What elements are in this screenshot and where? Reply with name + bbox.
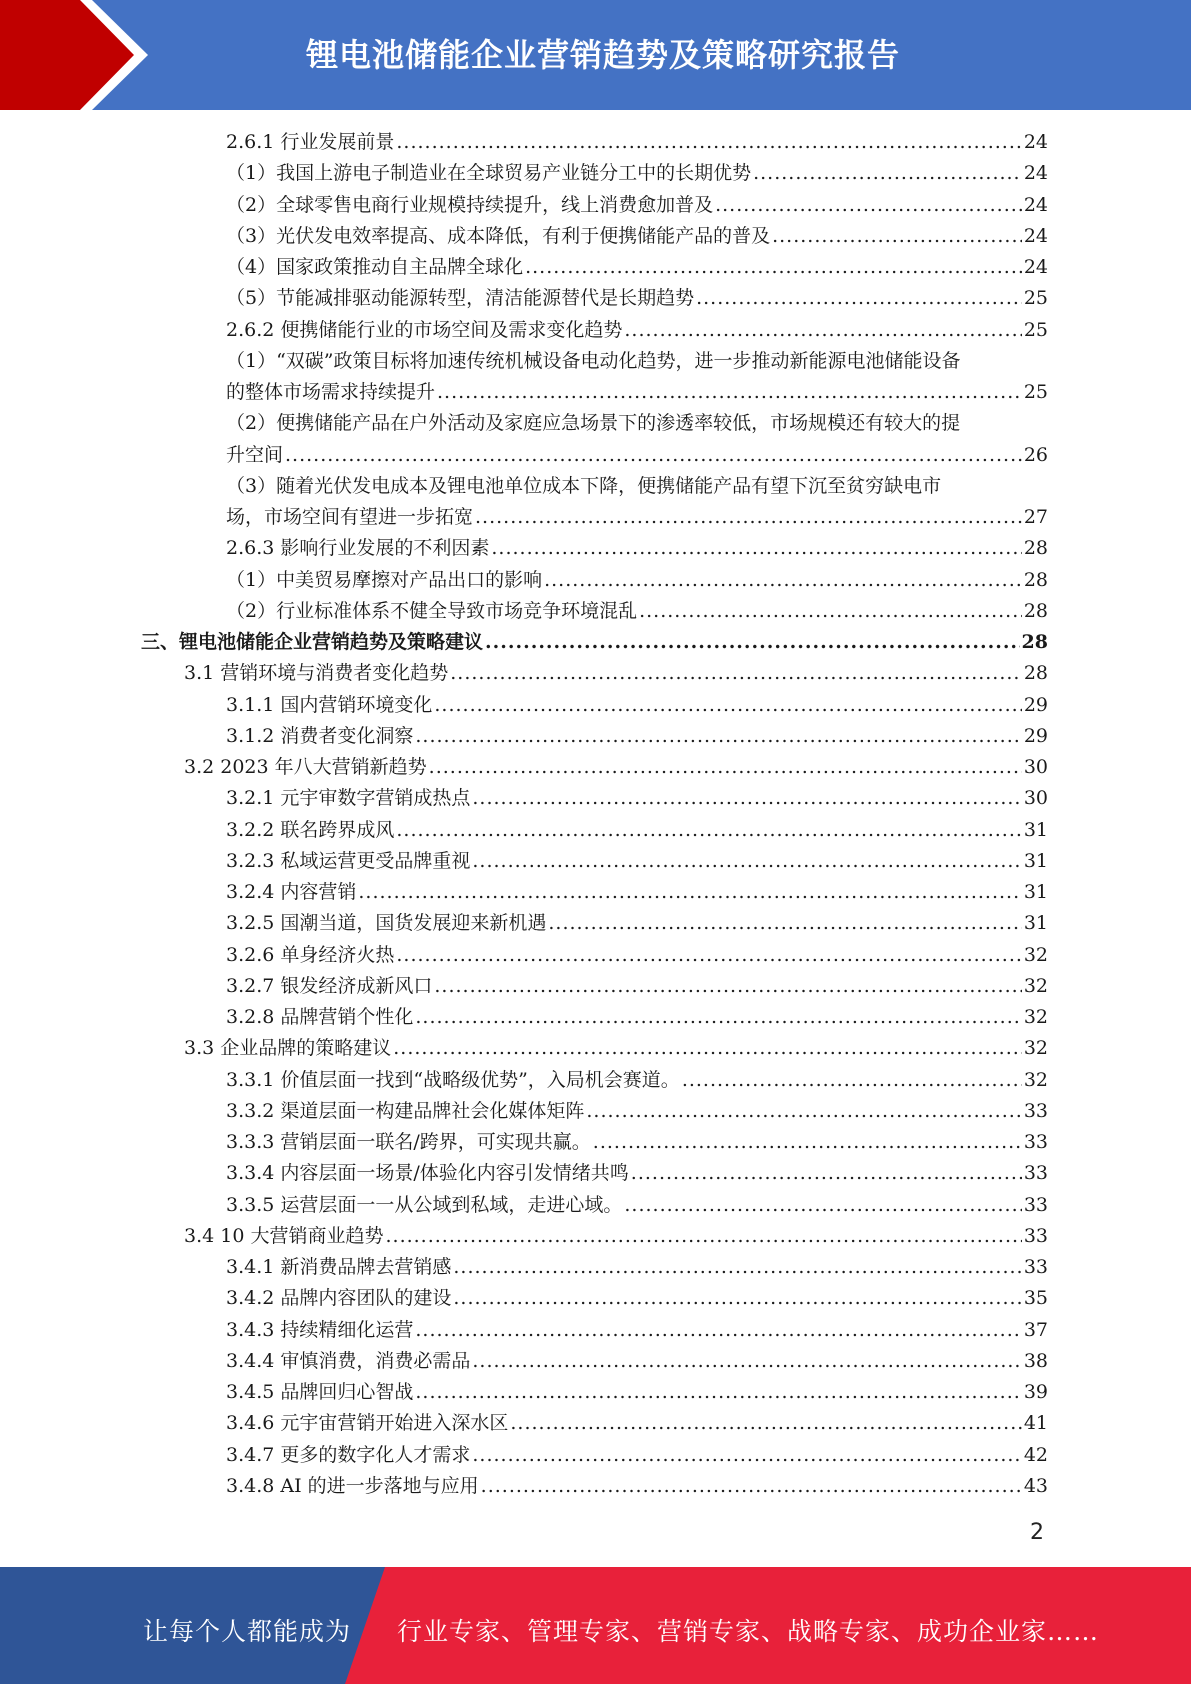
toc-dot-leader	[593, 1127, 1022, 1158]
toc-entry-page: 31	[1023, 881, 1048, 903]
toc-entry-title: （2）全球零售电商行业规模持续提升，线上消费愈加普及	[226, 193, 714, 216]
toc-entry[interactable]	[0, 408, 1191, 439]
toc-dot-leader	[682, 1065, 1022, 1096]
toc-entry-title: 3.2.2 联名跨界成风	[226, 818, 395, 841]
toc-entry-page: 42	[1023, 1443, 1048, 1466]
toc-dot-leader	[472, 1346, 1021, 1377]
toc-entry-title: （4）国家政策推动自主品牌全球化	[226, 256, 524, 278]
toc-entry[interactable]	[0, 815, 1191, 846]
toc-dot-leader	[624, 1190, 1021, 1221]
toc-dot-leader	[481, 1471, 1022, 1502]
toc-entry-title-continuation: 的整体市场需求持续提升	[226, 381, 436, 403]
toc-entry[interactable]	[0, 940, 1191, 971]
toc-entry-title: （2）便携储能产品在户外活动及家庭应急场景下的渗透率较低，市场规模还有较大的提	[226, 412, 961, 435]
toc-entry[interactable]	[0, 1127, 1191, 1158]
toc-entry-page: 32	[1023, 1006, 1048, 1028]
toc-entry-page: 24	[1023, 193, 1048, 216]
toc-entry-page: 35	[1023, 1287, 1048, 1310]
toc-entry[interactable]	[0, 190, 1191, 221]
toc-entry-continuation[interactable]	[0, 440, 1191, 471]
toc-entry-title: 3.4.4 审慎消费，消费必需品	[226, 1349, 471, 1372]
toc-entry-page: 33	[1023, 1131, 1048, 1153]
toc-entry[interactable]	[0, 1377, 1191, 1408]
toc-entry-page: 29	[1023, 724, 1048, 747]
toc-entry-title: 3.4.5 品牌回归心智战	[226, 1381, 414, 1403]
toc-dot-leader	[475, 502, 1022, 533]
toc-entry-page: 26	[1023, 443, 1048, 466]
toc-entry[interactable]	[0, 1346, 1191, 1377]
toc-entry[interactable]	[0, 1408, 1191, 1439]
toc-entry-title: 3.3.1 价值层面一找到“战略级优势”，入局机会赛道。	[226, 1068, 680, 1091]
toc-entry-page: 31	[1023, 912, 1048, 935]
toc-dot-leader	[415, 1377, 1021, 1408]
toc-entry[interactable]	[0, 783, 1191, 814]
toc-entry-title: 3.4.1 新消费品牌去营销感	[226, 1256, 452, 1278]
toc-entry[interactable]	[0, 471, 1191, 502]
toc-entry-page: 32	[1023, 943, 1048, 966]
toc-entry-title: 2.6.3 影响行业发展的不利因素	[226, 537, 490, 560]
toc-entry[interactable]	[0, 127, 1191, 158]
toc-entry[interactable]	[0, 1221, 1191, 1252]
toc-entry[interactable]	[0, 1002, 1191, 1033]
toc-dot-leader	[415, 1002, 1021, 1033]
toc-entry-page: 28	[1023, 599, 1048, 622]
toc-entry-page: 32	[1023, 974, 1048, 997]
toc-entry-page: 37	[1023, 1318, 1048, 1341]
toc-dot-leader	[472, 1440, 1021, 1471]
toc-dot-leader	[453, 1283, 1021, 1314]
toc-entry-page: 28	[1023, 662, 1048, 685]
toc-entry-page: 24	[1023, 256, 1048, 278]
toc-entry-title: （1）我国上游电子制造业在全球贸易产业链分工中的长期优势	[226, 162, 752, 185]
toc-entry[interactable]	[0, 346, 1191, 377]
toc-entry-page: 30	[1023, 756, 1048, 778]
toc-entry-title: 3.2.7 银发经济成新风口	[226, 974, 433, 997]
toc-entry-title: 3.1.2 消费者变化洞察	[226, 724, 414, 747]
toc-entry-title: （2）行业标准体系不健全导致市场竞争环境混乱	[226, 599, 638, 622]
toc-entry-title: （1）“双碳”政策目标将加速传统机械设备电动化趋势，进一步推动新能源电池储能设备	[226, 349, 961, 372]
toc-dot-leader	[434, 690, 1021, 721]
toc-entry-title: 3.2.5 国潮当道，国货发展迎来新机遇	[226, 912, 547, 935]
toc-entry-page: 31	[1023, 818, 1048, 841]
toc-entry-page: 31	[1023, 849, 1048, 872]
toc-entry-page: 33	[1023, 1162, 1048, 1185]
toc-entry-title: 3.1 营销环境与消费者变化趋势	[184, 662, 449, 685]
toc-entry-title: 3.3.2 渠道层面一构建品牌社会化媒体矩阵	[226, 1099, 585, 1122]
toc-entry-page: 32	[1023, 1037, 1048, 1060]
toc-entry[interactable]	[0, 846, 1191, 877]
toc-entry-page: 32	[1023, 1068, 1048, 1091]
toc-dot-leader	[453, 1252, 1021, 1283]
toc-entry-page: 38	[1023, 1349, 1048, 1372]
toc-entry[interactable]	[0, 1471, 1191, 1502]
toc-dot-leader	[753, 158, 1022, 189]
toc-dot-leader	[772, 221, 1022, 252]
document-title: 锂电池储能企业营销趋势及策略研究报告	[305, 36, 900, 74]
toc-entry[interactable]	[0, 1065, 1191, 1096]
toc-dot-leader	[548, 908, 1021, 939]
toc-dot-leader	[437, 377, 1022, 408]
toc-entry[interactable]	[0, 565, 1191, 596]
toc-dot-leader	[510, 1408, 1021, 1439]
toc-entry-title: 3.2 2023 年八大营销新趋势	[184, 756, 427, 778]
toc-entry-title: 3.4.6 元宇宙营销开始进入深水区	[226, 1412, 509, 1435]
toc-dot-leader	[631, 1158, 1022, 1189]
toc-entry[interactable]	[0, 596, 1191, 627]
toc-dot-leader	[393, 1033, 1022, 1064]
toc-entry-page: 28	[1021, 631, 1048, 653]
toc-entry[interactable]	[0, 971, 1191, 1002]
toc-entry[interactable]	[0, 690, 1191, 721]
page-number: 2	[1030, 1520, 1044, 1545]
toc-entry-title-continuation: 升空间	[226, 443, 284, 466]
toc-entry-title: 3.3.5 运营层面一一从公域到私域，走进心域。	[226, 1193, 623, 1216]
toc-dot-leader	[434, 971, 1021, 1002]
toc-dot-leader	[396, 127, 1021, 158]
page-header	[0, 0, 1191, 110]
toc-dot-leader	[485, 627, 1020, 658]
toc-entry-page: 43	[1023, 1474, 1048, 1497]
toc-entry-title: 2.6.1 行业发展前景	[226, 131, 395, 153]
toc-entry[interactable]	[0, 315, 1191, 346]
toc-entry-title: （5）节能减排驱动能源转型，清洁能源替代是长期趋势	[226, 287, 695, 310]
toc-entry-title: （1）中美贸易摩擦对产品出口的影响	[226, 568, 543, 591]
toc-entry[interactable]	[0, 877, 1191, 908]
toc-entry-title: （3）随着光伏发电成本及锂电池单位成本下降，便携储能产品有望下沉至贫穷缺电市	[226, 474, 942, 497]
toc-entry-title: 3.4.8 AI 的进一步落地与应用	[226, 1474, 479, 1497]
toc-entry-page: 33	[1023, 1193, 1048, 1216]
toc-entry[interactable]	[0, 1283, 1191, 1314]
toc-entry-page: 29	[1023, 693, 1048, 716]
footer-slogan-roles: 行业专家、管理专家、营销专家、战略专家、成功企业家……	[397, 1617, 1100, 1646]
footer-slogan-lead: 让每个人都能成为	[143, 1617, 352, 1646]
toc-dot-leader	[544, 565, 1022, 596]
toc-dot-leader	[624, 315, 1021, 346]
toc-dot-leader	[396, 815, 1021, 846]
toc-entry[interactable]	[0, 158, 1191, 189]
toc-entry[interactable]	[0, 1440, 1191, 1471]
toc-entry-title: 三、锂电池储能企业营销趋势及策略建议	[141, 631, 484, 653]
toc-entry-title: 3.3.4 内容层面一场景/体验化内容引发情绪共鸣	[226, 1162, 629, 1185]
toc-entry-title: 3.2.4 内容营销	[226, 881, 357, 903]
toc-entry-page: 24	[1023, 131, 1048, 153]
toc-entry-page: 25	[1023, 287, 1048, 310]
toc-dot-leader	[491, 533, 1021, 564]
toc-entry-title: 3.3 企业品牌的策略建议	[184, 1037, 392, 1060]
toc-dot-leader	[429, 752, 1022, 783]
toc-entry[interactable]	[0, 221, 1191, 252]
toc-entry-title-continuation: 场，市场空间有望进一步拓宽	[226, 506, 474, 528]
toc-chapter-entry[interactable]	[0, 627, 1191, 658]
toc-entry-page: 28	[1023, 568, 1048, 591]
toc-entry[interactable]	[0, 752, 1191, 783]
toc-dot-leader	[450, 658, 1022, 689]
toc-entry-title: 3.2.8 品牌营销个性化	[226, 1006, 414, 1028]
toc-dot-leader	[525, 252, 1022, 283]
toc-dot-leader	[396, 940, 1021, 971]
toc-entry-title: 3.2.3 私域运营更受品牌重视	[226, 849, 471, 872]
toc-entry-page: 39	[1023, 1381, 1048, 1403]
toc-entry[interactable]	[0, 1252, 1191, 1283]
toc-entry-title: （3）光伏发电效率提高、成本降低，有利于便携储能产品的普及	[226, 224, 771, 247]
toc-entry-page: 24	[1023, 224, 1048, 247]
toc-entry-title: 3.2.6 单身经济火热	[226, 943, 395, 966]
toc-dot-leader	[586, 1096, 1021, 1127]
toc-dot-leader	[472, 783, 1021, 814]
toc-entry-title: 3.1.1 国内营销环境变化	[226, 693, 433, 716]
toc-entry-page: 30	[1023, 787, 1048, 810]
toc-dot-leader	[639, 596, 1022, 627]
toc-entry-page: 33	[1023, 1224, 1048, 1247]
toc-entry-continuation[interactable]	[0, 377, 1191, 408]
toc-entry[interactable]	[0, 721, 1191, 752]
toc-entry-page: 41	[1023, 1412, 1048, 1435]
toc-dot-leader	[415, 1315, 1021, 1346]
toc-entry-page: 25	[1023, 318, 1048, 341]
toc-entry-page: 28	[1023, 537, 1048, 560]
toc-entry-title: 3.3.3 营销层面一联名/跨界，可实现共赢。	[226, 1131, 591, 1153]
toc-entry-page: 24	[1023, 162, 1048, 185]
page-footer	[0, 1567, 1191, 1684]
toc-dot-leader	[715, 190, 1022, 221]
toc-dot-leader	[415, 721, 1021, 752]
toc-entry-continuation[interactable]	[0, 502, 1191, 533]
toc-entry-title: 3.4.7 更多的数字化人才需求	[226, 1443, 471, 1466]
toc-entry[interactable]	[0, 1190, 1191, 1221]
toc-entry[interactable]	[0, 908, 1191, 939]
toc-entry-title: 3.4 10 大营销商业趋势	[184, 1224, 384, 1247]
toc-entry-title: 3.2.1 元宇审数字营销成热点	[226, 787, 471, 810]
toc-entry-title: 2.6.2 便携储能行业的市场空间及需求变化趋势	[226, 318, 623, 341]
toc-dot-leader	[696, 283, 1022, 314]
toc-dot-leader	[472, 846, 1021, 877]
toc-entry[interactable]	[0, 1033, 1191, 1064]
toc-entry-title: 3.4.2 品牌内容团队的建设	[226, 1287, 452, 1310]
toc-entry-page: 33	[1023, 1099, 1048, 1122]
toc-dot-leader	[358, 877, 1021, 908]
toc-entry[interactable]	[0, 1096, 1191, 1127]
toc-entry[interactable]	[0, 533, 1191, 564]
toc-entry-page: 25	[1023, 381, 1048, 403]
toc-dot-leader	[385, 1221, 1021, 1252]
toc-dot-leader	[285, 440, 1022, 471]
toc-entry[interactable]	[0, 283, 1191, 314]
toc-entry[interactable]	[0, 658, 1191, 689]
toc-entry-page: 33	[1023, 1256, 1048, 1278]
toc-entry-title: 3.4.3 持续精细化运营	[226, 1318, 414, 1341]
toc-entry[interactable]	[0, 252, 1191, 283]
toc-entry[interactable]	[0, 1315, 1191, 1346]
toc-entry-page: 27	[1023, 506, 1048, 528]
toc-entry[interactable]	[0, 1158, 1191, 1189]
